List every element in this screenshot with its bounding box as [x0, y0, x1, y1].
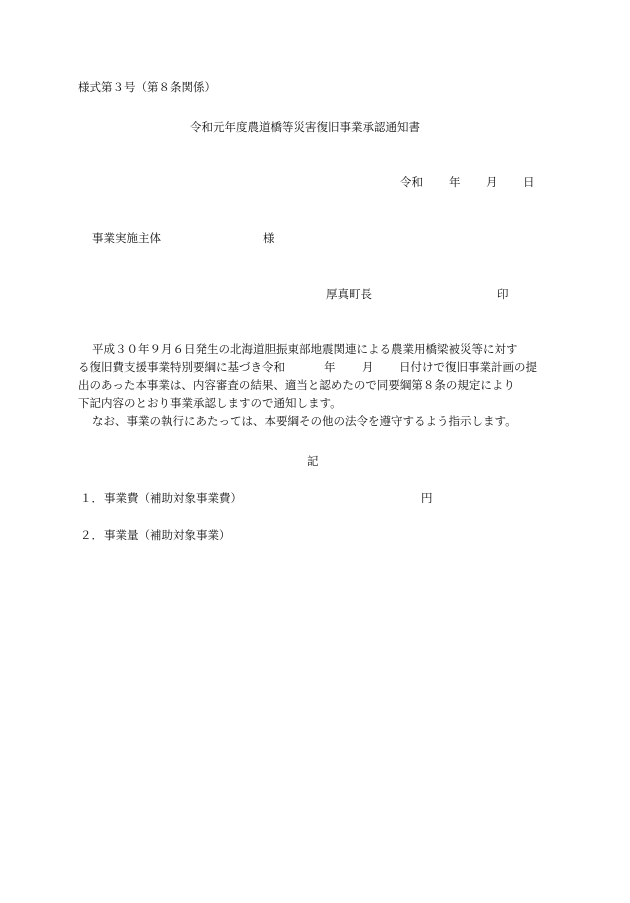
ki-heading: 記 [307, 454, 319, 468]
item-1-number: １． [80, 491, 103, 505]
date-month-unit: 月 [486, 175, 498, 189]
addressee-honorific: 様 [263, 231, 275, 245]
document-title: 令和元年度農道橋等災害復旧事業承認通知書 [190, 120, 420, 134]
issuer-name: 厚真町長 [326, 287, 372, 301]
item-1-unit: 円 [421, 491, 433, 505]
body-line-2-part-d: 日付けで復旧事業計画の提 [399, 360, 537, 374]
date-era: 令和 [400, 175, 423, 189]
body-line-1: 平成３０年９月６日発生の北海道胆振東部地震関連による農業用橋梁被災等に対す [92, 342, 518, 356]
date-year-unit: 年 [449, 175, 461, 189]
item-1-label: 事業費（補助対象事業費） [104, 491, 242, 505]
addressee-label: 事業実施主体 [92, 231, 161, 245]
date-day-unit: 日 [523, 175, 535, 189]
form-label: 様式第３号（第８条関係） [78, 80, 216, 94]
body-line-3: 出のあった本事業は、内容審査の結果、適当と認めたので同要綱第８条の規定により [78, 378, 515, 392]
item-2-number: ２． [80, 528, 103, 542]
body-line-2-month: 月 [362, 360, 374, 374]
body-line-4: 下記内容のとおり事業承認しますので通知します。 [78, 396, 342, 410]
seal-mark: 印 [497, 287, 509, 301]
body-line-2-year: 年 [324, 360, 336, 374]
body-line-5: なお、事業の執行にあたっては、本要綱その他の法令を遵守するよう指示します。 [92, 414, 517, 428]
item-2-label: 事業量（補助対象事業） [104, 528, 231, 542]
body-line-2-part-a: る復旧費支援事業特別要綱に基づき令和 [78, 360, 285, 374]
